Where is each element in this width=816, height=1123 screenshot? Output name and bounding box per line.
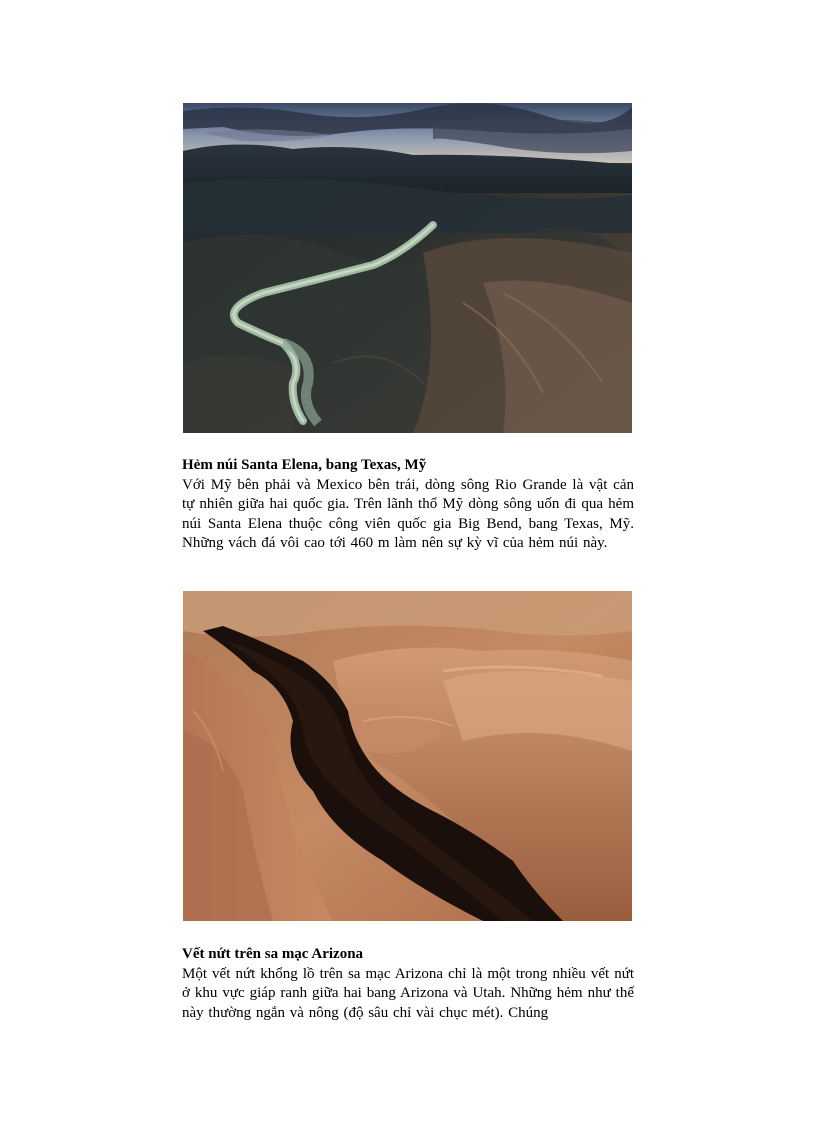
arizona-crack-photo xyxy=(183,591,632,921)
section-title: Hẻm núi Santa Elena, bang Texas, Mỹ xyxy=(182,457,427,473)
section-title: Vết nứt trên sa mạc Arizona xyxy=(182,946,364,962)
caption-arizona xyxy=(182,945,634,1023)
section-body: Một vết nứt khổng lồ trên sa mạc Arizona chỉ là một trong nhiều vết nứt ở khu vực giáp ranh giữa hai bang Arizona và Utah. Những hẻm như thế này thường ngắn và nông (độ sâu chỉ vài chục mét). Chúng xyxy=(182,965,634,1021)
section-body: Với Mỹ bên phải và Mexico bên trái, dòng sông Rio Grande là vật cản tự nhiên giữa hai quốc gia. Trên lãnh thổ Mỹ dòng sông uốn đi qua hẻm núi Santa Elena thuộc công viên quốc gia Big Bend, bang Texas, Mỹ. Những vách đá vôi cao tới 460 m làm nên sự kỳ vĩ của hẻm núi này. xyxy=(182,476,634,552)
river-canyon-image xyxy=(183,103,632,433)
caption-santa-elena xyxy=(182,456,634,554)
desert-crack-image xyxy=(183,591,632,921)
santa-elena-canyon-photo xyxy=(183,103,632,433)
